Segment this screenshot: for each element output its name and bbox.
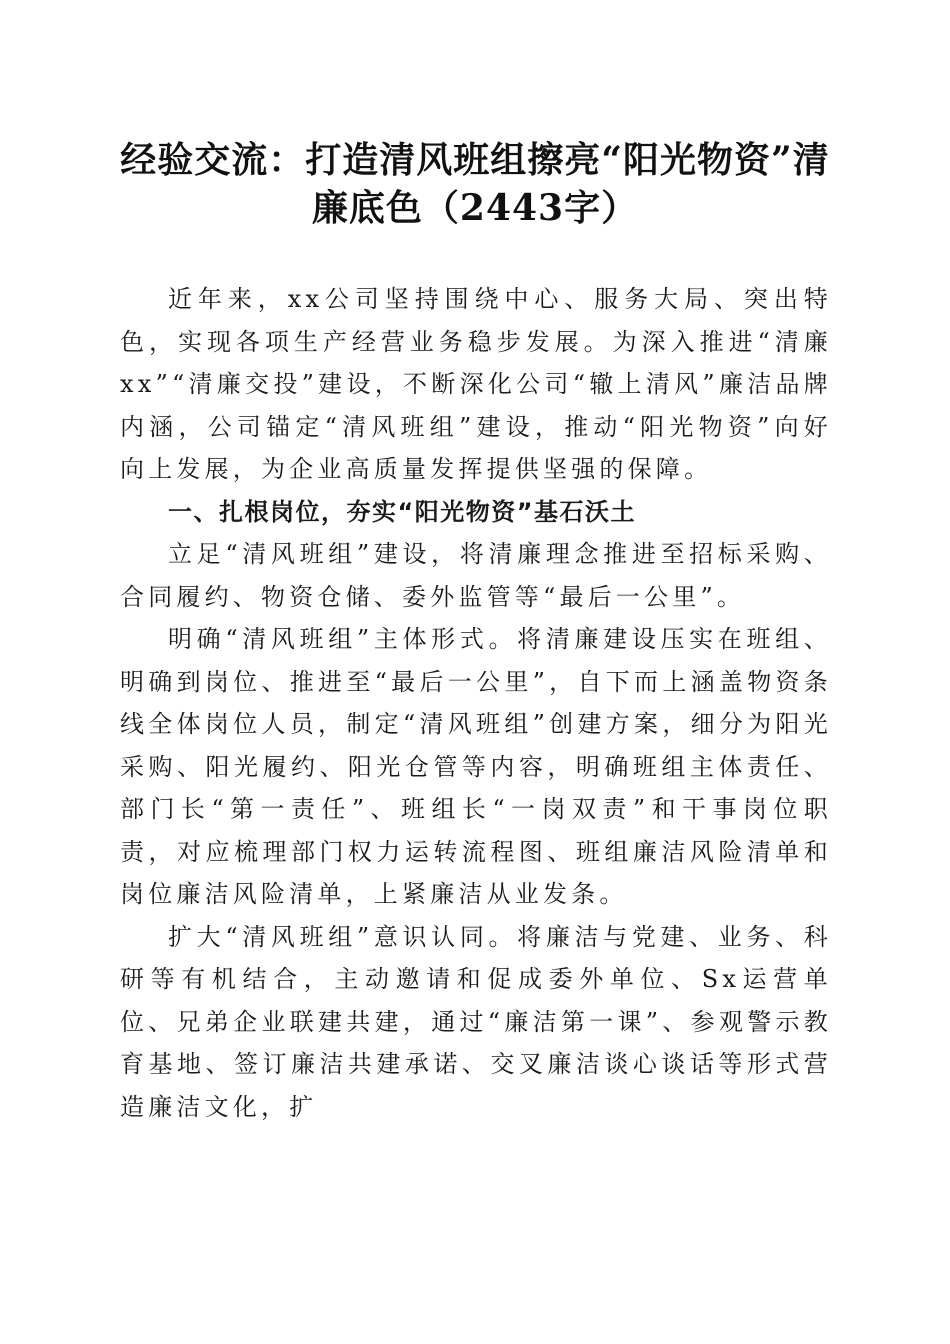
paragraph-main-form: 明确“清风班组”主体形式。将清廉建设压实在班组、明确到岗位、推进至“最后一公里”，自下而上涵盖物资条线全体岗位人员，制定“清风班组”创建方案，细分为阳光采购、阳光履约、阳光仓管等内容，明确班组主体责任、部门长“第一责任”、班组长“一岗双责”和干事岗位职责，对应梳理部门权力运转流程图、班组廉洁风险清单和岗位廉洁风险清单，上紧廉洁从业发条。 <box>120 625 832 908</box>
paragraph-recognition: 扩大“清风班组”意识认同。将廉洁与党建、业务、科研等有机结合，主动邀请和促成委外单位、Sx运营单位、兄弟企业联建共建，通过“廉洁第一课”、参观警示教育基地、签订廉洁共建承诺、交叉廉洁谈心谈话等形式营造廉洁文化，扩 <box>120 922 832 1121</box>
paragraph-intro: 近年来，xx公司坚持围绕中心、服务大局、突出特色，实现各项生产经营业务稳步发展。为深入推进“清廉xx”“清廉交投”建设，不断深化公司“辙上清风”廉洁品牌内涵，公司锚定“清风班组”建设，推动“阳光物资”向好向上发展，为企业高质量发挥提供坚强的保障。 <box>120 285 832 483</box>
section-heading-1: 一、扎根岗位，夯实“阳光物资”基石沃土 <box>168 497 637 526</box>
document-body <box>120 278 832 1128</box>
paragraph-section-1-intro: 立足“清风班组”建设，将清廉理念推进至招标采购、合同履约、物资仓储、委外监管等“最后一公里”。 <box>120 540 832 611</box>
document-title: 经验交流：打造清风班组擦亮“阳光物资”清廉底色（2443字） <box>120 139 830 229</box>
